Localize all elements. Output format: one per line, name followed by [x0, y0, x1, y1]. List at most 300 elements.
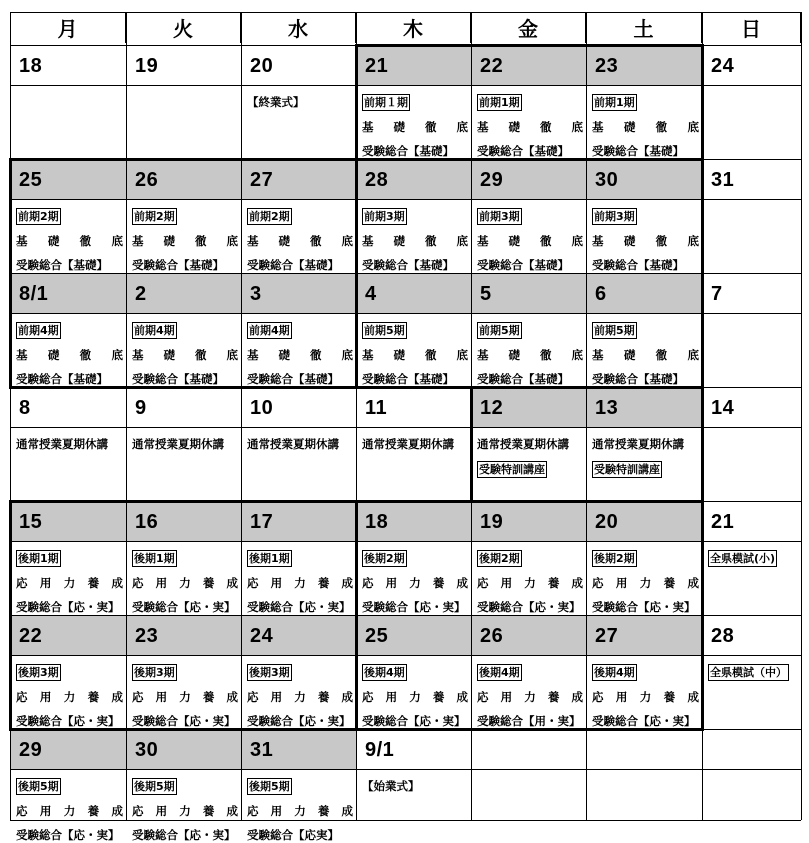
course-char: 養	[317, 690, 330, 704]
day-cell[interactable]	[10, 45, 126, 159]
course-char: 力	[294, 690, 306, 704]
band-line	[10, 655, 801, 656]
course-char: 礎	[393, 120, 405, 134]
course-char: 成	[571, 576, 583, 590]
course-char: 徹	[195, 234, 207, 248]
term-label: 後期4期	[364, 666, 405, 679]
course-char: 用	[270, 804, 283, 818]
event-text: 通常授業夏期休講	[16, 437, 108, 451]
event-text	[16, 322, 123, 339]
date-number: 4	[365, 283, 377, 305]
term-label: 後期2期	[479, 552, 520, 565]
course-char: 礎	[508, 234, 520, 248]
day-cell[interactable]	[126, 729, 241, 842]
course-char: 徹	[79, 348, 92, 362]
course-char: 応	[477, 690, 489, 704]
course-char: 底	[341, 348, 353, 362]
grid-line	[702, 12, 703, 820]
course-char: 徹	[425, 348, 437, 362]
course-char: 応	[592, 690, 604, 704]
course-name	[362, 233, 468, 249]
term-label: 後期4期	[479, 666, 520, 679]
course-char: 成	[456, 576, 468, 590]
course-char: 応	[16, 804, 28, 818]
day-cell[interactable]	[471, 387, 586, 501]
day-cell[interactable]	[241, 501, 356, 615]
event-text: 通常授業夏期休講	[247, 437, 339, 451]
event-text: 受験総合【基礎】	[247, 372, 339, 386]
day-cell[interactable]	[471, 45, 586, 159]
event-text	[477, 208, 583, 225]
course-char: 力	[63, 576, 76, 590]
term-label: 後期4期	[594, 666, 635, 679]
event-text	[362, 664, 468, 681]
course-char: 底	[687, 120, 699, 134]
course-char: 徹	[655, 348, 668, 362]
event-text: 受験総合【応・実】	[247, 714, 351, 728]
day-cell[interactable]	[356, 615, 471, 729]
course-char: 成	[341, 690, 353, 704]
course-char: 応	[132, 576, 144, 590]
day-cell[interactable]	[126, 501, 241, 615]
course-name	[132, 803, 238, 819]
term-label: 前期3期	[594, 210, 635, 223]
event-text: 受験総合【用・実】	[477, 714, 581, 728]
course-name	[132, 233, 238, 249]
event-text	[592, 664, 699, 681]
event-text	[132, 322, 238, 339]
day-cell[interactable]	[702, 501, 801, 615]
date-number: 19	[135, 55, 159, 77]
date-number: 25	[19, 169, 43, 191]
course-char: 基	[477, 348, 489, 362]
course-char: 応	[132, 804, 144, 818]
day-cell[interactable]	[586, 501, 702, 615]
date-number: 20	[595, 511, 619, 533]
course-name	[16, 575, 123, 591]
course-char: 基	[592, 120, 604, 134]
weekday-header: 火	[126, 12, 241, 43]
day-cell[interactable]	[702, 159, 801, 273]
day-cell[interactable]	[586, 387, 702, 501]
event-text: 受験総合【応・実】	[132, 828, 236, 842]
grid-line	[586, 12, 587, 820]
course-char: 礎	[508, 348, 520, 362]
event-text: 受験総合【基礎】	[132, 372, 224, 386]
course-char: 応	[592, 576, 604, 590]
course-char: 力	[179, 690, 191, 704]
course-name	[16, 803, 123, 819]
date-number: 27	[250, 169, 274, 191]
grid-line	[10, 159, 801, 160]
band-line	[10, 427, 801, 428]
day-cell[interactable]	[241, 387, 356, 501]
event-text: 受験総合【基礎】	[477, 258, 569, 272]
grid-line	[10, 501, 801, 502]
event-text	[708, 664, 798, 681]
date-number: 20	[250, 55, 274, 77]
course-char: 徹	[540, 120, 552, 134]
course-name	[362, 575, 468, 591]
course-char: 力	[409, 576, 421, 590]
day-cell[interactable]	[10, 273, 126, 387]
date-number: 21	[365, 55, 389, 77]
date-number: 7	[711, 283, 723, 305]
date-number: 17	[250, 511, 274, 533]
term-label: 後期5期	[134, 780, 175, 793]
term-label: 前期5期	[364, 324, 405, 337]
event-text: 通常授業夏期休講	[477, 437, 569, 451]
event-text	[247, 322, 353, 339]
course-char: 養	[202, 804, 215, 818]
course-char: 基	[16, 348, 28, 362]
event-text: 受験総合【基礎】	[592, 372, 684, 386]
course-char: 徹	[425, 120, 437, 134]
course-char: 底	[111, 234, 123, 248]
course-char: 応	[247, 690, 259, 704]
date-number: 24	[250, 625, 274, 647]
day-cell[interactable]	[356, 45, 471, 159]
course-char: 成	[571, 690, 583, 704]
event-text	[132, 208, 238, 225]
weekday-header: 木	[356, 12, 471, 43]
date-number: 28	[711, 625, 735, 647]
date-number: 13	[595, 397, 619, 419]
course-char: 力	[294, 576, 306, 590]
event-text: 受験総合【基礎】	[132, 258, 224, 272]
course-name	[362, 689, 468, 705]
day-cell[interactable]	[356, 273, 471, 387]
event-text: 受験総合【応・実】	[16, 600, 120, 614]
course-char: 養	[87, 576, 100, 590]
course-char: 用	[270, 690, 283, 704]
date-number: 30	[595, 169, 619, 191]
course-char: 用	[155, 576, 168, 590]
day-cell[interactable]	[126, 273, 241, 387]
day-cell[interactable]	[356, 387, 471, 501]
course-char: 力	[524, 576, 536, 590]
day-cell[interactable]	[471, 273, 586, 387]
term-label: 前期1期	[594, 96, 635, 109]
day-cell[interactable]	[126, 387, 241, 501]
event-text: 受験総合【基礎】	[592, 258, 684, 272]
term-label: 後期3期	[18, 666, 59, 679]
event-text	[247, 208, 353, 225]
day-cell[interactable]	[471, 729, 586, 820]
course-char: 用	[155, 804, 168, 818]
course-char: 基	[477, 120, 489, 134]
course-char: 養	[317, 804, 330, 818]
day-cell[interactable]	[356, 501, 471, 615]
term-label: 前期１期	[364, 96, 408, 109]
event-text	[477, 322, 583, 339]
course-char: 成	[687, 576, 699, 590]
course-char: 力	[639, 576, 652, 590]
event-text: 受験総合【応・実】	[592, 714, 696, 728]
date-number: 8	[19, 397, 31, 419]
event-text	[592, 94, 699, 111]
day-cell[interactable]	[586, 615, 702, 729]
course-name	[247, 575, 353, 591]
event-text	[16, 208, 123, 225]
date-number: 8/1	[19, 283, 49, 305]
grid-line	[10, 12, 801, 13]
term-label: 後期2期	[364, 552, 405, 565]
course-name	[592, 119, 699, 135]
course-char: 底	[571, 348, 583, 362]
day-cell[interactable]	[471, 159, 586, 273]
event-text	[477, 550, 583, 567]
day-cell[interactable]	[586, 159, 702, 273]
term-label: 前期1期	[479, 96, 520, 109]
event-text: 受験総合【基礎】	[16, 258, 108, 272]
date-number: 9/1	[365, 739, 395, 761]
day-cell[interactable]	[356, 159, 471, 273]
course-char: 礎	[393, 348, 405, 362]
event-text: 受験総合【応・実】	[132, 600, 236, 614]
course-char: 基	[132, 234, 144, 248]
course-char: 力	[179, 804, 191, 818]
course-char: 養	[317, 576, 330, 590]
term-label: 前期3期	[364, 210, 405, 223]
course-name	[132, 347, 238, 363]
course-char: 用	[270, 576, 283, 590]
date-number: 28	[365, 169, 389, 191]
date-number: 26	[480, 625, 504, 647]
course-char: 成	[341, 576, 353, 590]
grid-line	[10, 273, 801, 274]
event-text: 受験総合【基礎】	[362, 372, 454, 386]
course-char: 基	[592, 234, 604, 248]
date-number: 31	[711, 169, 735, 191]
course-char: 礎	[623, 234, 636, 248]
day-cell[interactable]	[702, 729, 801, 820]
event-text	[708, 550, 798, 567]
course-char: 成	[687, 690, 699, 704]
course-char: 礎	[623, 348, 636, 362]
course-char: 成	[111, 576, 123, 590]
term-label: 後期2期	[594, 552, 635, 565]
date-number: 12	[480, 397, 504, 419]
day-cell[interactable]	[241, 615, 356, 729]
day-cell[interactable]	[10, 159, 126, 273]
date-number: 22	[480, 55, 504, 77]
course-name	[477, 233, 583, 249]
term-label: 前期4期	[18, 324, 59, 337]
date-number: 23	[595, 55, 619, 77]
day-cell[interactable]	[471, 501, 586, 615]
course-char: 応	[362, 576, 374, 590]
term-label: 後期1期	[249, 552, 290, 565]
day-cell[interactable]	[10, 501, 126, 615]
term-label: 前期5期	[594, 324, 635, 337]
grid-line	[10, 45, 801, 46]
band-line	[10, 769, 801, 770]
weekday-header: 金	[471, 12, 586, 43]
weekday-header: 日	[702, 12, 801, 43]
course-name	[16, 233, 123, 249]
day-cell[interactable]	[10, 615, 126, 729]
course-char: 養	[547, 576, 560, 590]
event-text: 受験総合【基礎】	[592, 144, 684, 158]
course-char: 応	[247, 576, 259, 590]
course-name	[362, 347, 468, 363]
course-char: 基	[247, 348, 259, 362]
date-number: 21	[711, 511, 735, 533]
event-text	[592, 208, 699, 225]
course-char: 用	[615, 576, 628, 590]
event-text	[16, 550, 123, 567]
event-text	[592, 322, 699, 339]
date-number: 29	[480, 169, 504, 191]
date-number: 11	[365, 397, 388, 419]
course-name	[592, 575, 699, 591]
course-name	[132, 575, 238, 591]
date-number: 14	[711, 397, 735, 419]
course-char: 礎	[508, 120, 520, 134]
event-text	[477, 461, 583, 478]
day-cell[interactable]	[702, 273, 801, 387]
day-cell[interactable]	[126, 159, 241, 273]
day-cell[interactable]	[702, 387, 801, 501]
day-cell[interactable]	[702, 615, 801, 729]
date-number: 18	[365, 511, 389, 533]
course-char: 底	[687, 234, 699, 248]
course-char: 用	[385, 690, 398, 704]
course-char: 基	[247, 234, 259, 248]
date-number: 26	[135, 169, 159, 191]
course-char: 徹	[310, 348, 322, 362]
event-text	[247, 550, 353, 567]
day-cell[interactable]	[10, 387, 126, 501]
band-line	[10, 85, 801, 86]
day-cell[interactable]	[126, 45, 241, 159]
date-number: 24	[711, 55, 735, 77]
course-char: 応	[132, 690, 144, 704]
day-cell[interactable]	[241, 45, 356, 159]
course-char: 礎	[278, 348, 290, 362]
term-label: 前期5期	[479, 324, 520, 337]
course-char: 力	[63, 690, 76, 704]
course-char: 成	[226, 804, 238, 818]
day-cell[interactable]	[10, 729, 126, 842]
event-text: 受験総合【基礎】	[16, 372, 108, 386]
course-char: 底	[456, 234, 468, 248]
day-cell[interactable]	[126, 615, 241, 729]
event-text	[592, 550, 699, 567]
course-char: 成	[111, 804, 123, 818]
day-cell[interactable]	[356, 729, 471, 820]
day-cell[interactable]	[241, 159, 356, 273]
term-label: 後期5期	[249, 780, 290, 793]
term-label: 後期3期	[249, 666, 290, 679]
course-char: 養	[87, 804, 100, 818]
course-char: 力	[63, 804, 76, 818]
course-char: 徹	[540, 234, 552, 248]
day-cell[interactable]	[586, 729, 702, 820]
course-char: 養	[432, 576, 445, 590]
grid-line	[10, 729, 801, 730]
course-name	[362, 119, 468, 135]
event-text	[592, 461, 699, 478]
course-char: 用	[385, 576, 398, 590]
term-label: 前期2期	[18, 210, 59, 223]
day-cell[interactable]	[586, 45, 702, 159]
event-text: 通常授業夏期休講	[362, 437, 454, 451]
course-name	[16, 689, 123, 705]
date-number: 19	[480, 511, 504, 533]
day-cell[interactable]	[241, 729, 356, 842]
course-char: 徹	[310, 234, 322, 248]
event-text	[16, 664, 123, 681]
course-name	[247, 803, 353, 819]
event-text	[247, 778, 353, 795]
date-number: 5	[480, 283, 492, 305]
date-band	[702, 729, 801, 769]
course-char: 基	[16, 234, 28, 248]
event-text	[132, 664, 238, 681]
event-text	[132, 778, 238, 795]
event-text	[477, 664, 583, 681]
event-text	[477, 94, 583, 111]
weekday-header: 月	[10, 12, 126, 43]
course-char: 礎	[47, 234, 60, 248]
term-label: 受験特訓講座	[594, 463, 660, 476]
course-char: 養	[202, 690, 215, 704]
event-text	[132, 550, 238, 567]
term-label: 前期2期	[249, 210, 290, 223]
day-cell[interactable]	[241, 273, 356, 387]
term-label: 全県模試(小)	[710, 552, 776, 565]
course-char: 応	[16, 690, 28, 704]
event-text: 受験総合【応・実】	[16, 828, 120, 842]
course-char: 徹	[655, 234, 668, 248]
course-char: 成	[226, 576, 238, 590]
event-text: 【終業式】	[247, 95, 305, 109]
course-char: 力	[409, 690, 421, 704]
course-name	[477, 575, 583, 591]
course-char: 底	[456, 348, 468, 362]
term-label: 前期2期	[134, 210, 175, 223]
day-cell[interactable]	[471, 615, 586, 729]
course-char: 底	[226, 234, 238, 248]
course-char: 応	[247, 804, 259, 818]
course-char: 基	[477, 234, 489, 248]
event-text	[362, 550, 468, 567]
course-char: 基	[362, 234, 374, 248]
course-name	[477, 119, 583, 135]
course-char: 養	[432, 690, 445, 704]
course-char: 養	[663, 690, 676, 704]
course-char: 用	[500, 690, 513, 704]
event-text: 受験総合【応・実】	[132, 714, 236, 728]
course-name	[592, 689, 699, 705]
course-char: 礎	[163, 348, 175, 362]
day-cell[interactable]	[586, 273, 702, 387]
course-char: 徹	[540, 348, 552, 362]
term-label: 後期1期	[18, 552, 59, 565]
date-number: 6	[595, 283, 607, 305]
term-label: 後期3期	[134, 666, 175, 679]
weekday-header: 水	[241, 12, 356, 43]
event-text: 受験総合【基礎】	[362, 258, 454, 272]
course-char: 底	[456, 120, 468, 134]
day-cell[interactable]	[702, 45, 801, 159]
course-char: 養	[202, 576, 215, 590]
date-number: 10	[250, 397, 274, 419]
band-line	[10, 199, 801, 200]
term-label: 前期3期	[479, 210, 520, 223]
